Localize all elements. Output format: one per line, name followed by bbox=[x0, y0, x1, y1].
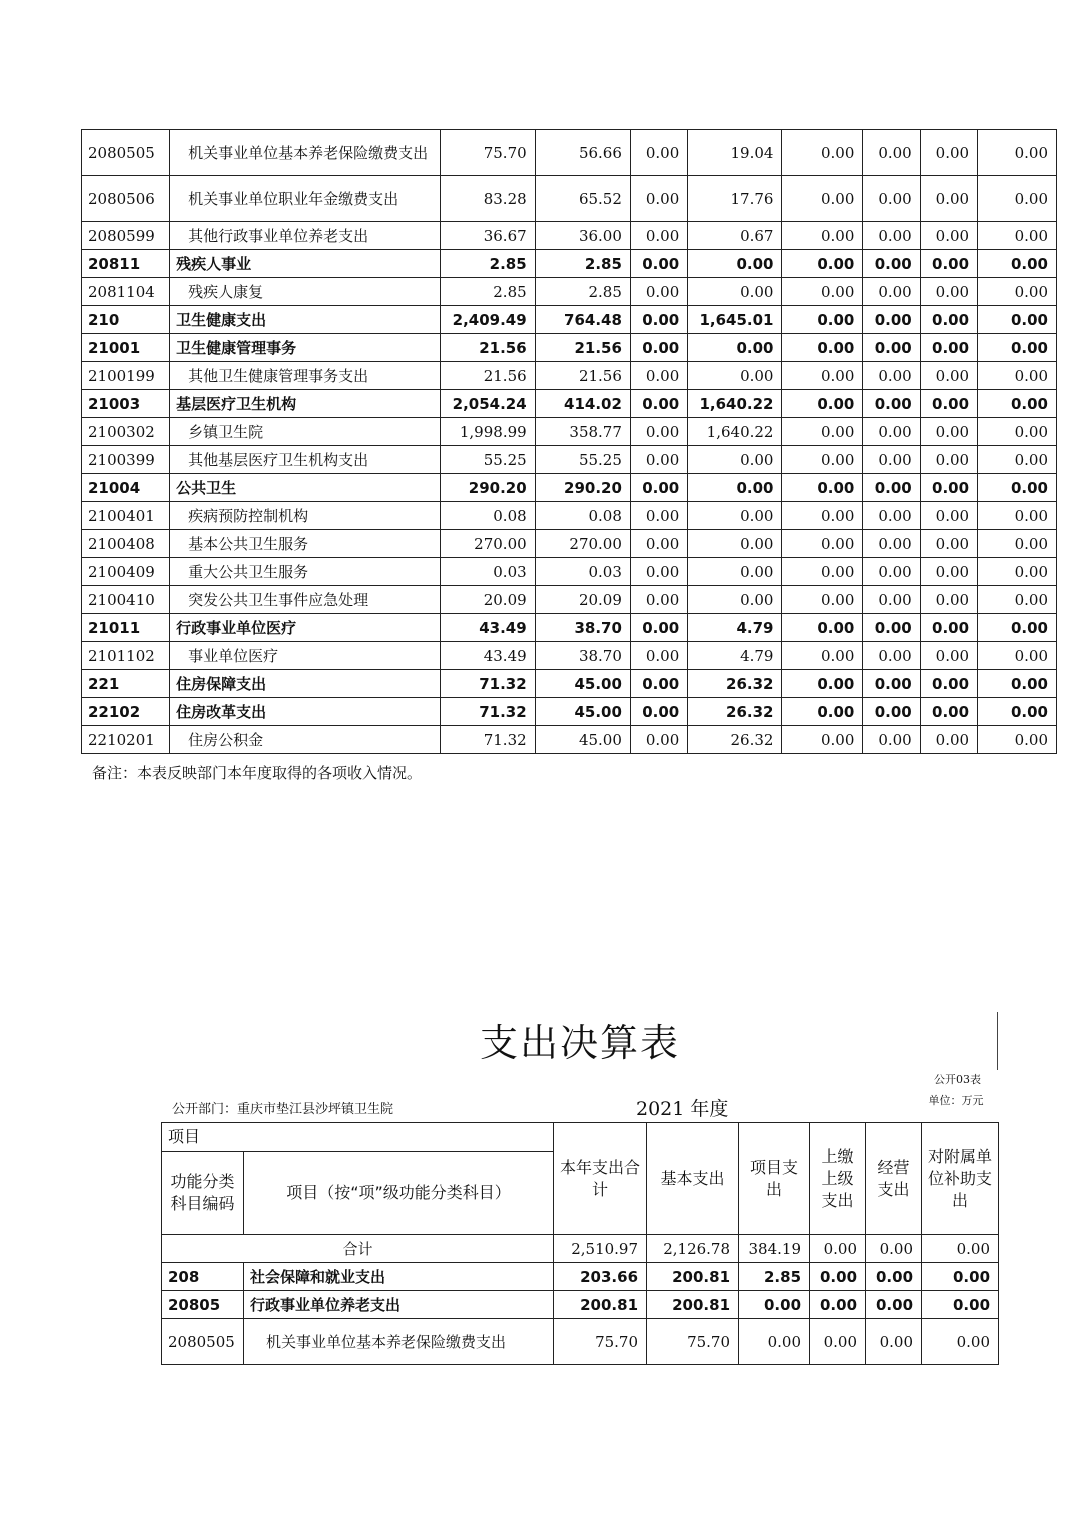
row-code: 2100410 bbox=[82, 586, 170, 614]
row-value: 0.00 bbox=[978, 306, 1057, 334]
row-value: 0.00 bbox=[630, 726, 687, 754]
table-row bbox=[82, 474, 1057, 502]
row-value: 45.00 bbox=[535, 670, 630, 698]
row-name: 基层医疗卫生机构 bbox=[170, 390, 441, 418]
row-name: 住房公积金 bbox=[170, 726, 441, 754]
row-value: 56.66 bbox=[535, 130, 630, 176]
row-value: 2.85 bbox=[535, 250, 630, 278]
row-code: 2080599 bbox=[82, 222, 170, 250]
row-value: 2.85 bbox=[441, 250, 535, 278]
row-value: 0.08 bbox=[441, 502, 535, 530]
row-name: 行政事业单位医疗 bbox=[170, 614, 441, 642]
row-value: 0.00 bbox=[863, 670, 920, 698]
row-value: 0.00 bbox=[920, 250, 977, 278]
row-value: 2.85 bbox=[739, 1263, 810, 1291]
row-value: 17.76 bbox=[688, 176, 782, 222]
row-value: 0.00 bbox=[863, 250, 920, 278]
row-code: 2100199 bbox=[82, 362, 170, 390]
table-row bbox=[82, 278, 1057, 306]
row-value: 270.00 bbox=[441, 530, 535, 558]
row-value: 0.00 bbox=[688, 250, 782, 278]
row-value: 26.32 bbox=[688, 698, 782, 726]
total-cell: 384.19 bbox=[739, 1235, 810, 1263]
table-row bbox=[82, 642, 1057, 670]
row-value: 55.25 bbox=[535, 446, 630, 474]
table-row bbox=[82, 670, 1057, 698]
table-row bbox=[82, 222, 1057, 250]
row-name: 社会保障和就业支出 bbox=[244, 1263, 554, 1291]
header-project: 项目支出 bbox=[739, 1123, 810, 1235]
row-value: 0.00 bbox=[782, 334, 863, 362]
row-value: 0.00 bbox=[920, 334, 977, 362]
row-value: 0.00 bbox=[978, 222, 1057, 250]
row-value: 0.00 bbox=[630, 362, 687, 390]
row-value: 0.00 bbox=[688, 334, 782, 362]
row-value: 0.00 bbox=[630, 558, 687, 586]
row-name: 残疾人事业 bbox=[170, 250, 441, 278]
row-value: 0.00 bbox=[782, 278, 863, 306]
row-value: 45.00 bbox=[535, 726, 630, 754]
row-value: 1,640.22 bbox=[688, 390, 782, 418]
row-value: 0.00 bbox=[978, 586, 1057, 614]
row-value: 0.00 bbox=[920, 642, 977, 670]
row-value: 0.00 bbox=[782, 670, 863, 698]
row-value: 0.00 bbox=[922, 1263, 999, 1291]
row-name: 疾病预防控制机构 bbox=[170, 502, 441, 530]
row-value: 0.03 bbox=[535, 558, 630, 586]
table-row bbox=[82, 446, 1057, 474]
row-value: 200.81 bbox=[554, 1291, 647, 1319]
row-value: 0.00 bbox=[920, 586, 977, 614]
header-item: 项目 bbox=[162, 1123, 554, 1152]
table-row bbox=[82, 176, 1057, 222]
table-row bbox=[82, 698, 1057, 726]
row-value: 0.00 bbox=[978, 530, 1057, 558]
row-code: 21001 bbox=[82, 334, 170, 362]
row-code: 20811 bbox=[82, 250, 170, 278]
row-value: 0.00 bbox=[782, 698, 863, 726]
row-value: 0.00 bbox=[688, 474, 782, 502]
row-value: 0.00 bbox=[863, 530, 920, 558]
row-value: 0.00 bbox=[920, 670, 977, 698]
row-value: 75.70 bbox=[554, 1319, 647, 1365]
row-value: 0.00 bbox=[782, 250, 863, 278]
row-value: 414.02 bbox=[535, 390, 630, 418]
row-name: 公共卫生 bbox=[170, 474, 441, 502]
table-row bbox=[82, 390, 1057, 418]
row-value: 1,640.22 bbox=[688, 418, 782, 446]
row-value: 0.00 bbox=[630, 418, 687, 446]
row-value: 0.00 bbox=[782, 418, 863, 446]
row-value: 0.00 bbox=[920, 176, 977, 222]
row-code: 2080505 bbox=[162, 1319, 244, 1365]
row-value: 0.00 bbox=[782, 176, 863, 222]
row-value: 2,054.24 bbox=[441, 390, 535, 418]
row-code: 2101102 bbox=[82, 642, 170, 670]
table-row bbox=[82, 586, 1057, 614]
row-value: 0.00 bbox=[782, 530, 863, 558]
row-value: 0.00 bbox=[782, 390, 863, 418]
table-note: 备注：本表反映部门本年度取得的各项收入情况。 bbox=[92, 764, 423, 782]
table-row bbox=[82, 614, 1057, 642]
row-value: 0.00 bbox=[920, 306, 977, 334]
row-value: 0.00 bbox=[782, 446, 863, 474]
row-value: 0.00 bbox=[782, 586, 863, 614]
row-code: 2100408 bbox=[82, 530, 170, 558]
row-value: 0.00 bbox=[922, 1319, 999, 1365]
row-value: 0.00 bbox=[688, 586, 782, 614]
row-value: 0.00 bbox=[782, 502, 863, 530]
row-value: 36.67 bbox=[441, 222, 535, 250]
row-value: 75.70 bbox=[647, 1319, 739, 1365]
row-value: 26.32 bbox=[688, 726, 782, 754]
row-value: 0.00 bbox=[688, 558, 782, 586]
row-value: 290.20 bbox=[441, 474, 535, 502]
expenditure-table bbox=[161, 1122, 999, 1365]
row-name: 行政事业单位养老支出 bbox=[244, 1291, 554, 1319]
divider bbox=[997, 1012, 998, 1070]
row-name: 事业单位医疗 bbox=[170, 642, 441, 670]
row-value: 0.00 bbox=[978, 250, 1057, 278]
row-value: 19.04 bbox=[688, 130, 782, 176]
table-row bbox=[82, 502, 1057, 530]
row-value: 764.48 bbox=[535, 306, 630, 334]
row-name: 其他基层医疗卫生机构支出 bbox=[170, 446, 441, 474]
row-value: 21.56 bbox=[441, 334, 535, 362]
row-value: 0.00 bbox=[630, 222, 687, 250]
header-remit: 上缴上级支出 bbox=[810, 1123, 866, 1235]
row-code: 2100401 bbox=[82, 502, 170, 530]
row-value: 270.00 bbox=[535, 530, 630, 558]
row-value: 203.66 bbox=[554, 1263, 647, 1291]
total-cell: 0.00 bbox=[866, 1235, 922, 1263]
row-name: 其他行政事业单位养老支出 bbox=[170, 222, 441, 250]
row-value: 0.00 bbox=[863, 222, 920, 250]
row-code: 2100409 bbox=[82, 558, 170, 586]
department-label: 公开部门：重庆市垫江县沙坪镇卫生院 bbox=[172, 1102, 394, 1117]
header-name: 项目（按“项”级功能分类科目） bbox=[244, 1152, 554, 1235]
total-cell: 2,510.97 bbox=[554, 1235, 647, 1263]
row-value: 55.25 bbox=[441, 446, 535, 474]
row-value: 0.00 bbox=[630, 278, 687, 306]
row-value: 0.00 bbox=[863, 446, 920, 474]
row-value: 0.00 bbox=[922, 1291, 999, 1319]
row-code: 2081104 bbox=[82, 278, 170, 306]
row-value: 0.00 bbox=[920, 278, 977, 306]
total-cell: 0.00 bbox=[922, 1235, 999, 1263]
row-value: 0.00 bbox=[863, 306, 920, 334]
row-value: 43.49 bbox=[441, 614, 535, 642]
row-value: 2.85 bbox=[441, 278, 535, 306]
row-value: 0.00 bbox=[863, 614, 920, 642]
header-row-1 bbox=[162, 1123, 999, 1152]
row-value: 0.00 bbox=[630, 306, 687, 334]
row-name: 残疾人康复 bbox=[170, 278, 441, 306]
row-value: 0.00 bbox=[630, 614, 687, 642]
row-value: 0.00 bbox=[978, 278, 1057, 306]
row-value: 0.00 bbox=[630, 642, 687, 670]
form-number: 公开03表 bbox=[934, 1073, 981, 1086]
row-value: 0.00 bbox=[863, 278, 920, 306]
row-value: 0.00 bbox=[866, 1263, 922, 1291]
total-row bbox=[162, 1235, 999, 1263]
row-value: 0.00 bbox=[863, 474, 920, 502]
row-value: 0.00 bbox=[978, 698, 1057, 726]
row-value: 0.00 bbox=[920, 418, 977, 446]
row-name: 机关事业单位职业年金缴费支出 bbox=[170, 176, 441, 222]
row-value: 2.85 bbox=[535, 278, 630, 306]
row-value: 0.00 bbox=[863, 390, 920, 418]
row-value: 0.00 bbox=[782, 614, 863, 642]
row-name: 卫生健康支出 bbox=[170, 306, 441, 334]
row-value: 0.00 bbox=[920, 502, 977, 530]
row-value: 2,409.49 bbox=[441, 306, 535, 334]
row-value: 0.00 bbox=[782, 362, 863, 390]
row-value: 21.56 bbox=[535, 334, 630, 362]
row-name: 其他卫生健康管理事务支出 bbox=[170, 362, 441, 390]
row-value: 0.00 bbox=[920, 614, 977, 642]
row-code: 20805 bbox=[162, 1291, 244, 1319]
row-value: 0.00 bbox=[810, 1319, 866, 1365]
row-name: 卫生健康管理事务 bbox=[170, 334, 441, 362]
row-value: 0.00 bbox=[810, 1291, 866, 1319]
income-table-continued bbox=[81, 129, 1057, 754]
row-code: 2100302 bbox=[82, 418, 170, 446]
row-value: 0.00 bbox=[978, 418, 1057, 446]
row-value: 0.00 bbox=[739, 1291, 810, 1319]
row-value: 0.00 bbox=[978, 446, 1057, 474]
row-value: 0.00 bbox=[630, 474, 687, 502]
row-value: 0.00 bbox=[978, 334, 1057, 362]
row-code: 2210201 bbox=[82, 726, 170, 754]
total-cell: 0.00 bbox=[810, 1235, 866, 1263]
row-value: 65.52 bbox=[535, 176, 630, 222]
row-value: 0.00 bbox=[863, 176, 920, 222]
row-value: 38.70 bbox=[535, 642, 630, 670]
row-value: 21.56 bbox=[535, 362, 630, 390]
row-name: 基本公共卫生服务 bbox=[170, 530, 441, 558]
header-code: 功能分类科目编码 bbox=[162, 1152, 244, 1235]
row-value: 0.00 bbox=[630, 586, 687, 614]
header-operate: 经营支出 bbox=[866, 1123, 922, 1235]
row-code: 21003 bbox=[82, 390, 170, 418]
row-value: 26.32 bbox=[688, 670, 782, 698]
header-subsidy: 对附属单位补助支出 bbox=[922, 1123, 999, 1235]
row-value: 0.03 bbox=[441, 558, 535, 586]
row-value: 0.00 bbox=[920, 130, 977, 176]
row-value: 290.20 bbox=[535, 474, 630, 502]
row-value: 0.00 bbox=[688, 530, 782, 558]
row-value: 0.00 bbox=[863, 642, 920, 670]
row-value: 0.00 bbox=[920, 222, 977, 250]
row-value: 20.09 bbox=[535, 586, 630, 614]
row-value: 0.00 bbox=[863, 502, 920, 530]
row-value: 71.32 bbox=[441, 698, 535, 726]
row-code: 210 bbox=[82, 306, 170, 334]
row-value: 0.00 bbox=[978, 670, 1057, 698]
row-value: 1,645.01 bbox=[688, 306, 782, 334]
row-value: 0.00 bbox=[630, 390, 687, 418]
row-value: 21.56 bbox=[441, 362, 535, 390]
row-value: 0.00 bbox=[863, 586, 920, 614]
row-value: 0.00 bbox=[810, 1263, 866, 1291]
row-value: 75.70 bbox=[441, 130, 535, 176]
row-value: 0.00 bbox=[920, 558, 977, 586]
row-value: 0.00 bbox=[978, 390, 1057, 418]
row-name: 机关事业单位基本养老保险缴费支出 bbox=[170, 130, 441, 176]
row-value: 0.00 bbox=[863, 334, 920, 362]
table-row bbox=[162, 1263, 999, 1291]
row-value: 0.00 bbox=[863, 418, 920, 446]
row-value: 0.00 bbox=[630, 250, 687, 278]
row-value: 200.81 bbox=[647, 1263, 739, 1291]
unit-label: 单位：万元 bbox=[928, 1094, 984, 1107]
row-value: 0.00 bbox=[920, 530, 977, 558]
row-code: 208 bbox=[162, 1263, 244, 1291]
row-code: 22102 bbox=[82, 698, 170, 726]
header-total: 本年支出合计 bbox=[554, 1123, 647, 1235]
row-value: 0.00 bbox=[920, 474, 977, 502]
row-value: 0.00 bbox=[920, 446, 977, 474]
year-label: 2021 年度 bbox=[636, 1098, 729, 1120]
row-name: 住房保障支出 bbox=[170, 670, 441, 698]
row-value: 45.00 bbox=[535, 698, 630, 726]
row-value: 0.00 bbox=[782, 130, 863, 176]
row-value: 0.00 bbox=[978, 176, 1057, 222]
row-value: 1,998.99 bbox=[441, 418, 535, 446]
row-value: 0.00 bbox=[688, 278, 782, 306]
row-value: 0.00 bbox=[630, 334, 687, 362]
row-code: 2080505 bbox=[82, 130, 170, 176]
row-value: 0.00 bbox=[782, 474, 863, 502]
row-value: 0.00 bbox=[688, 446, 782, 474]
row-value: 0.00 bbox=[630, 502, 687, 530]
row-value: 0.00 bbox=[978, 558, 1057, 586]
row-value: 0.00 bbox=[863, 698, 920, 726]
row-value: 0.00 bbox=[630, 530, 687, 558]
header-basic: 基本支出 bbox=[647, 1123, 739, 1235]
table-row bbox=[82, 334, 1057, 362]
row-value: 0.00 bbox=[978, 726, 1057, 754]
total-cell: 2,126.78 bbox=[647, 1235, 739, 1263]
row-value: 0.00 bbox=[863, 726, 920, 754]
row-value: 0.00 bbox=[863, 362, 920, 390]
row-value: 20.09 bbox=[441, 586, 535, 614]
row-value: 0.00 bbox=[866, 1319, 922, 1365]
row-value: 0.00 bbox=[688, 362, 782, 390]
row-value: 358.77 bbox=[535, 418, 630, 446]
table-row bbox=[162, 1319, 999, 1365]
row-value: 71.32 bbox=[441, 726, 535, 754]
row-value: 0.00 bbox=[688, 502, 782, 530]
row-value: 71.32 bbox=[441, 670, 535, 698]
row-value: 83.28 bbox=[441, 176, 535, 222]
row-value: 0.00 bbox=[630, 130, 687, 176]
row-value: 0.00 bbox=[630, 446, 687, 474]
row-value: 0.00 bbox=[920, 726, 977, 754]
row-value: 0.00 bbox=[782, 306, 863, 334]
row-value: 0.00 bbox=[978, 130, 1057, 176]
row-value: 4.79 bbox=[688, 642, 782, 670]
row-value: 0.00 bbox=[863, 558, 920, 586]
row-value: 0.00 bbox=[782, 642, 863, 670]
table-row bbox=[82, 130, 1057, 176]
row-name: 住房改革支出 bbox=[170, 698, 441, 726]
row-code: 21011 bbox=[82, 614, 170, 642]
row-value: 0.00 bbox=[866, 1291, 922, 1319]
row-value: 0.00 bbox=[978, 362, 1057, 390]
row-code: 2100399 bbox=[82, 446, 170, 474]
row-code: 221 bbox=[82, 670, 170, 698]
row-name: 机关事业单位基本养老保险缴费支出 bbox=[244, 1319, 554, 1365]
total-label: 合计 bbox=[162, 1235, 554, 1263]
row-value: 0.67 bbox=[688, 222, 782, 250]
table-row bbox=[82, 530, 1057, 558]
row-name: 乡镇卫生院 bbox=[170, 418, 441, 446]
row-value: 0.08 bbox=[535, 502, 630, 530]
row-value: 0.00 bbox=[978, 502, 1057, 530]
row-name: 重大公共卫生服务 bbox=[170, 558, 441, 586]
row-value: 0.00 bbox=[920, 362, 977, 390]
table-row bbox=[162, 1291, 999, 1319]
row-value: 0.00 bbox=[630, 698, 687, 726]
row-code: 21004 bbox=[82, 474, 170, 502]
row-value: 36.00 bbox=[535, 222, 630, 250]
table-row bbox=[82, 306, 1057, 334]
row-value: 0.00 bbox=[978, 614, 1057, 642]
page-title: 支出决算表 bbox=[479, 1021, 680, 1065]
row-value: 0.00 bbox=[920, 390, 977, 418]
row-value: 43.49 bbox=[441, 642, 535, 670]
row-value: 4.79 bbox=[688, 614, 782, 642]
table-row bbox=[82, 362, 1057, 390]
table-row bbox=[82, 418, 1057, 446]
row-value: 200.81 bbox=[647, 1291, 739, 1319]
row-value: 0.00 bbox=[782, 222, 863, 250]
row-code: 2080506 bbox=[82, 176, 170, 222]
row-value: 0.00 bbox=[978, 474, 1057, 502]
row-value: 38.70 bbox=[535, 614, 630, 642]
table-row bbox=[82, 558, 1057, 586]
row-value: 0.00 bbox=[782, 726, 863, 754]
row-value: 0.00 bbox=[739, 1319, 810, 1365]
row-value: 0.00 bbox=[863, 130, 920, 176]
table-row bbox=[82, 250, 1057, 278]
row-value: 0.00 bbox=[978, 642, 1057, 670]
row-value: 0.00 bbox=[920, 698, 977, 726]
row-value: 0.00 bbox=[630, 176, 687, 222]
row-name: 突发公共卫生事件应急处理 bbox=[170, 586, 441, 614]
table-row bbox=[82, 726, 1057, 754]
row-value: 0.00 bbox=[782, 558, 863, 586]
row-value: 0.00 bbox=[630, 670, 687, 698]
